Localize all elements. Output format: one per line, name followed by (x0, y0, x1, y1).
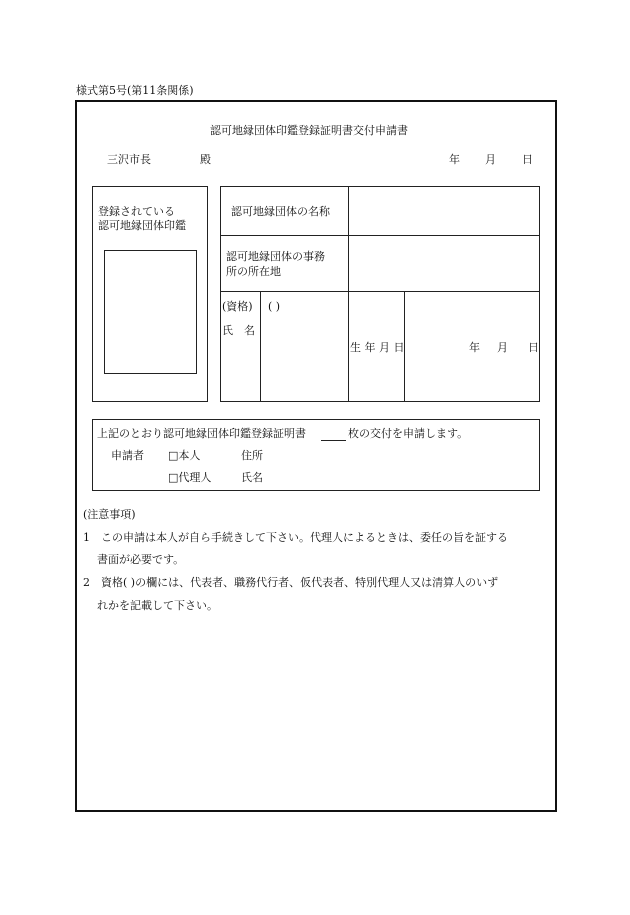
option-agent-checkbox[interactable]: □代理人 (168, 471, 212, 484)
org-address-label-line2: 所の所在地 (226, 265, 281, 278)
note-1-line1: 1 この申請は本人が自ら手続きして下さい。代理人によるときは、委任の旨を証する (83, 531, 508, 544)
applicant-address-label: 住所 (241, 449, 263, 462)
form-title: 認可地縁団体印鑑登録証明書交付申請書 (210, 124, 408, 137)
addressee: 三沢市長 (107, 153, 151, 166)
qualification-label: (資格) (222, 300, 253, 313)
dob-label: 生 年 月 日 (350, 341, 405, 354)
representative-name-label: 氏 名 (222, 324, 255, 337)
honorific: 殿 (200, 153, 211, 166)
request-statement-prefix: 上記のとおり認可地縁団体印鑑登録証明書 (97, 427, 306, 440)
applicant-label: 申請者 (111, 449, 144, 462)
org-name-label: 認可地縁団体の名称 (231, 205, 330, 218)
copies-count-field[interactable] (321, 427, 346, 441)
dob-day-label: 日 (528, 341, 539, 354)
note-2-line1: 2 資格( )の欄には、代表者、職務代行者、仮代表者、特別代理人又は清算人のいず (83, 576, 499, 589)
note-1-line2: 書面が必要です。 (97, 553, 185, 566)
dob-month-label: 月 (497, 341, 508, 354)
form-number: 様式第5号(第11条関係) (76, 84, 194, 97)
org-address-field[interactable] (349, 236, 539, 291)
dob-year-label: 年 (469, 341, 480, 354)
representative-name-field[interactable] (261, 314, 348, 402)
request-statement-suffix: 枚の交付を申請します。 (348, 427, 469, 440)
org-name-field[interactable] (349, 187, 539, 235)
date-day-label: 日 (522, 153, 533, 166)
note-2-line2: れかを記載して下さい。 (97, 599, 218, 612)
date-year-label: 年 (449, 153, 460, 166)
seal-box-label-line2: 認可地縁団体印鑑 (98, 219, 186, 232)
seal-box-label-line1: 登録されている (98, 205, 175, 218)
seal-impression-area[interactable] (104, 250, 197, 374)
row-divider-2 (220, 291, 540, 292)
option-self-checkbox[interactable]: □本人 (168, 449, 201, 462)
date-month-label: 月 (485, 153, 496, 166)
notes-header: (注意事項) (83, 508, 136, 521)
qualification-field[interactable]: ( ) (268, 300, 281, 313)
org-address-label-line1: 認可地縁団体の事務 (226, 250, 325, 263)
applicant-name-label: 氏名 (241, 471, 263, 484)
